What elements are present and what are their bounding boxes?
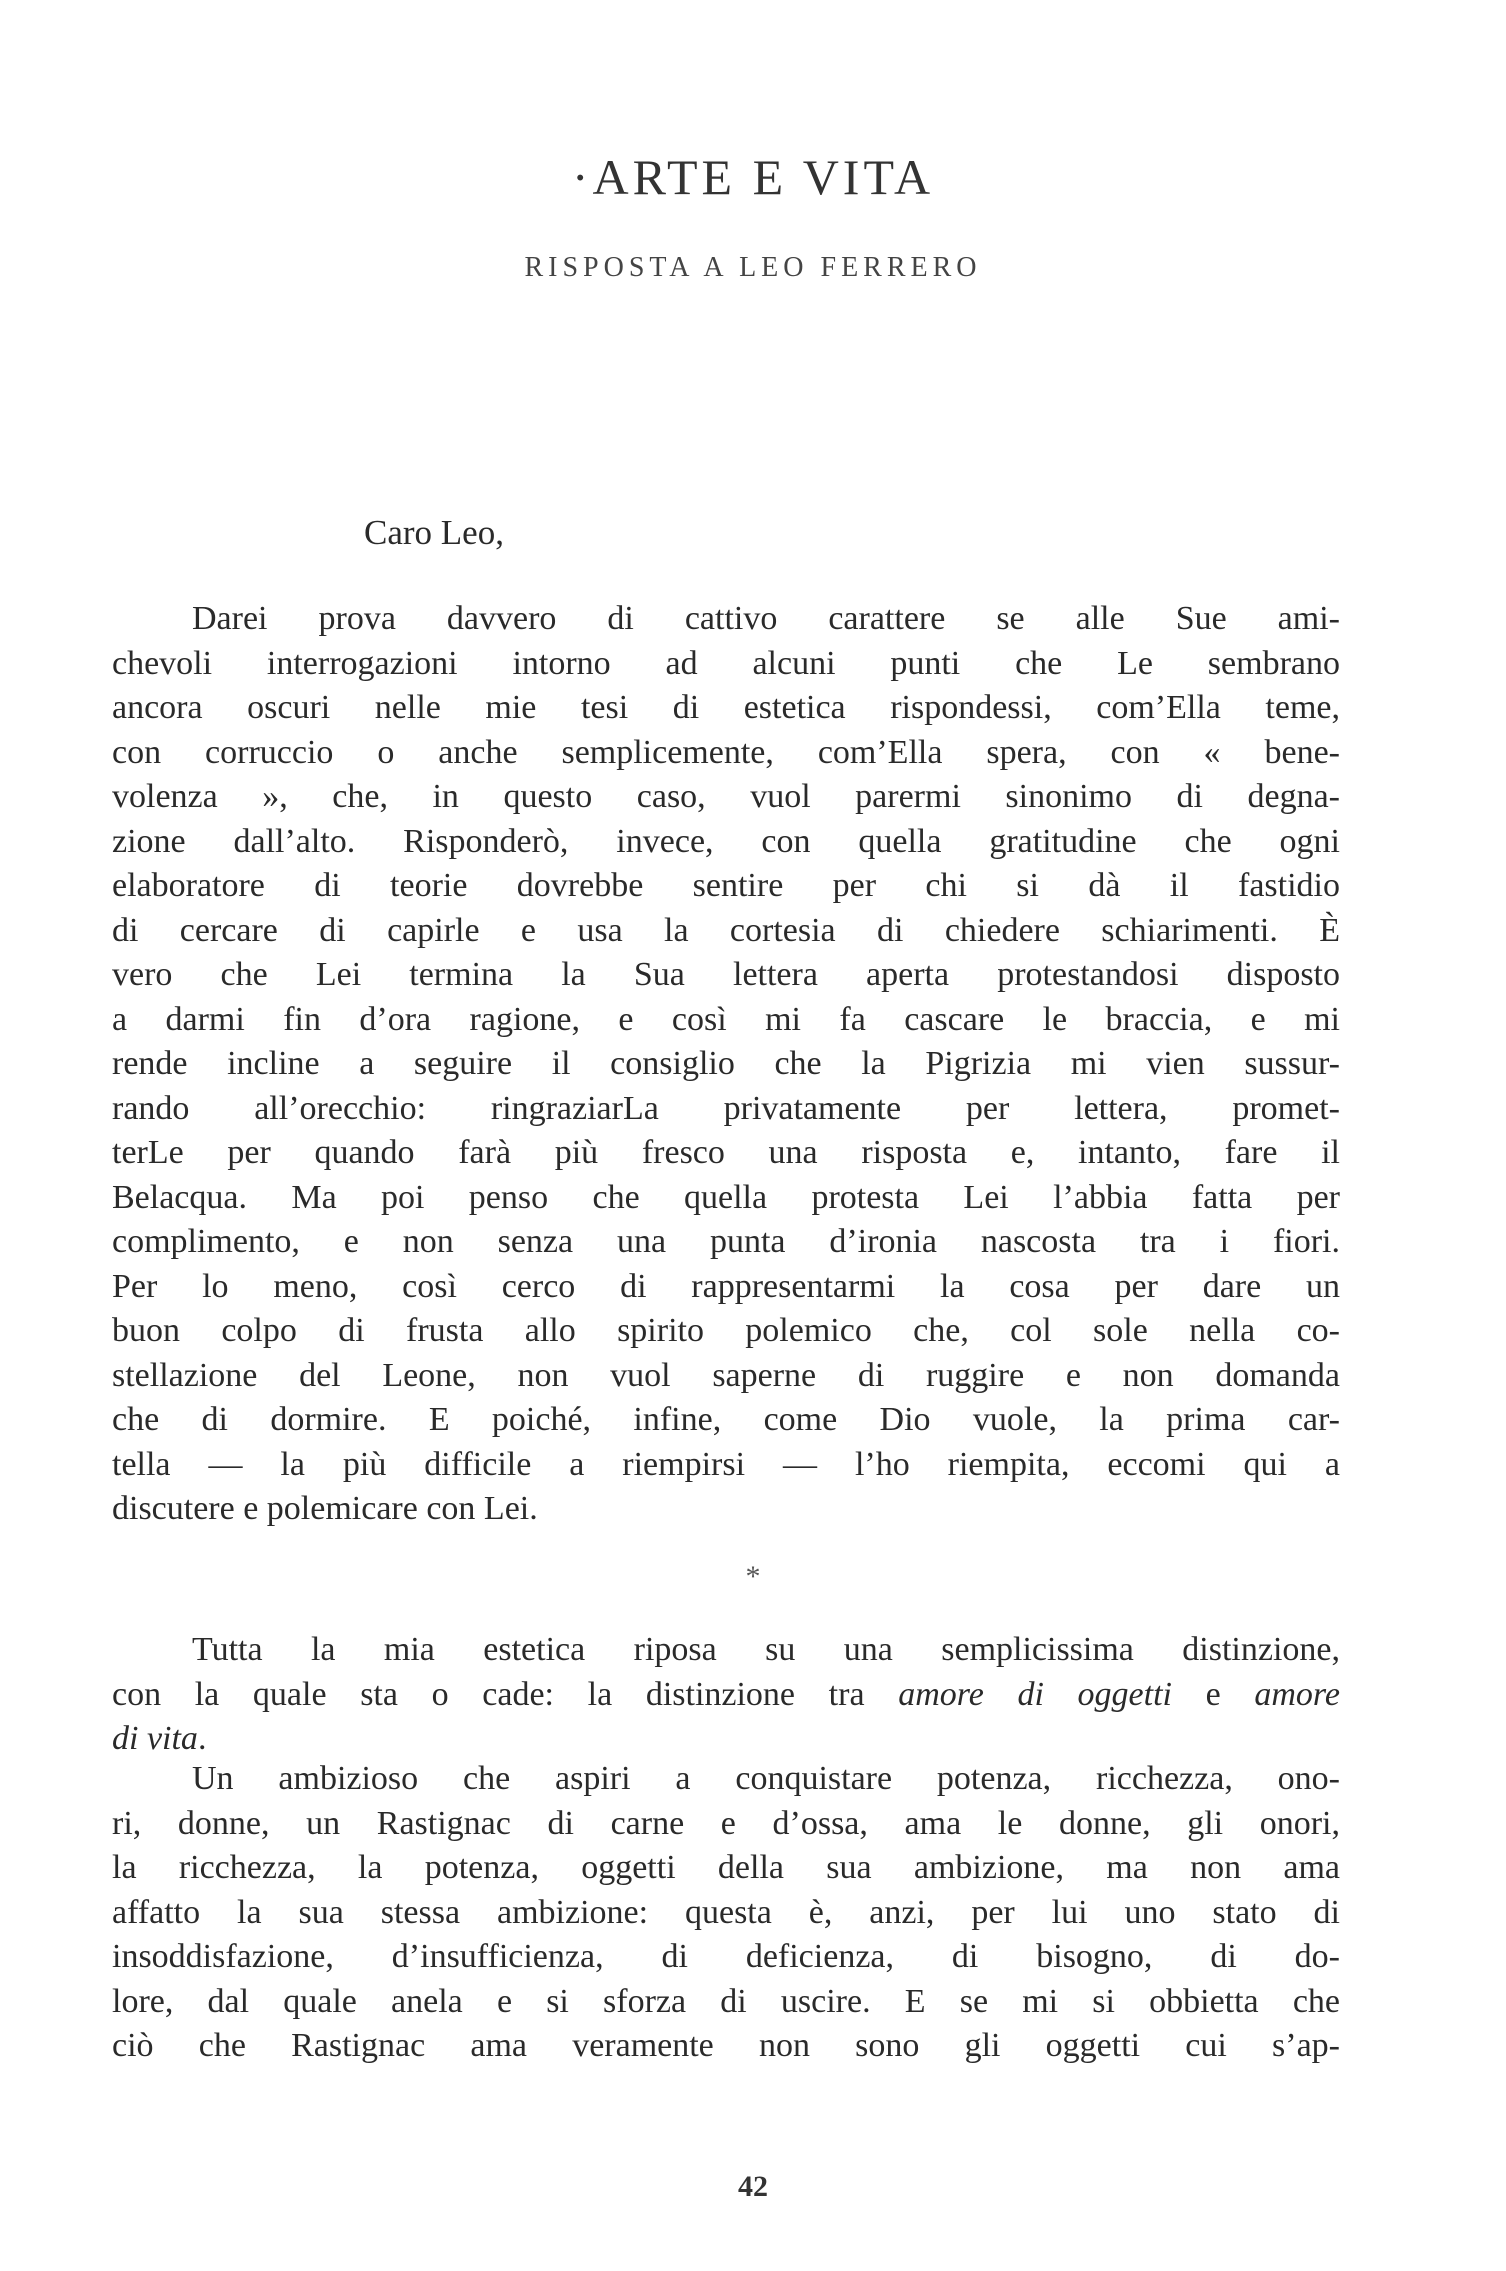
text-line: chevoli interrogazioni intorno ad alcuni punti che Le sembrano bbox=[112, 644, 1340, 682]
text-line bbox=[112, 1717, 1340, 1762]
text-line: Per lo meno, così cerco di rappresentarmi la cosa per dare un bbox=[112, 1267, 1340, 1305]
italic-term: di vita bbox=[112, 1720, 198, 1757]
text-line: stellazione del Leone, non vuol saperne di ruggire e non domanda bbox=[112, 1356, 1340, 1394]
text-line: insoddisfazione, d’insufficienza, di deficienza, di bisogno, di do- bbox=[112, 1938, 1340, 1975]
page-subtitle: RISPOSTA A LEO FERRERO bbox=[524, 252, 982, 283]
text-run: . bbox=[197, 1720, 207, 1757]
text-line: di cercare di capirle e usa la cortesia di chiedere schiarimenti. È bbox=[112, 911, 1340, 949]
text-line: con corruccio o anche semplicemente, com’Ella spera, con « bene- bbox=[112, 733, 1340, 771]
text-line: terLe per quando farà più fresco una risposta e, intanto, fare il bbox=[112, 1134, 1340, 1171]
text-line: a darmi fin d’ora ragione, e così mi fa cascare le braccia, e mi bbox=[112, 1000, 1340, 1038]
text-run: e bbox=[1171, 1675, 1255, 1713]
text-line: discutere e polemicare con Lei. bbox=[112, 1490, 538, 1527]
text-line: volenza », che, in questo caso, vuol parermi sinonimo di degna- bbox=[112, 778, 1340, 815]
text-line: vero che Lei termina la Sua lettera aperta protestandosi disposto bbox=[112, 956, 1340, 993]
text-line: complimento, e non senza una punta d’ironia nascosta tra i fiori. bbox=[112, 1223, 1340, 1260]
page-title: ·ARTE E VITA bbox=[571, 149, 935, 205]
text-line bbox=[112, 1673, 1340, 1718]
text-line: rando all’orecchio: ringraziarLa privatamente per lettera, promet- bbox=[112, 1089, 1340, 1127]
paragraph-3 bbox=[112, 1757, 1340, 2069]
text-line: affatto la sua stessa ambizione: questa è, anzi, per lui uno stato di bbox=[112, 1893, 1340, 1931]
text-line: Darei prova davvero di cattivo carattere se alle Sue ami- bbox=[192, 600, 1340, 637]
text-line: zione dall’alto. Risponderò, invece, con quella gratitudine che ogni bbox=[112, 822, 1340, 860]
text-line: ciò che Rastignac ama veramente non sono gli oggetti cui s’ap- bbox=[112, 2027, 1340, 2064]
page-number: 42 bbox=[738, 2170, 768, 2203]
text-line: la ricchezza, la potenza, oggetti della sua ambizione, ma non ama bbox=[112, 1849, 1340, 1886]
text-run: con la quale sta o cade: la distinzione tra bbox=[112, 1675, 899, 1713]
text-line: che di dormire. E poiché, infine, come Dio vuole, la prima car- bbox=[112, 1401, 1340, 1438]
text-line: tella — la più difficile a riempirsi — l’ho riempita, eccomi qui a bbox=[112, 1445, 1340, 1483]
text-line: lore, dal quale anela e si sforza di uscire. E se mi si obbietta che bbox=[112, 1982, 1340, 2020]
text-line: Belacqua. Ma poi penso che quella protesta Lei l’abbia fatta per bbox=[112, 1178, 1340, 1216]
italic-term: amore di oggetti bbox=[898, 1675, 1172, 1713]
text-line: ancora oscuri nelle mie tesi di estetica rispondessi, com’Ella teme, bbox=[112, 689, 1340, 726]
text-line: elaboratore di teorie dovrebbe sentire per chi si dà il fastidio bbox=[112, 867, 1340, 904]
paragraph-1 bbox=[112, 597, 1340, 1532]
salutation: Caro Leo, bbox=[364, 513, 504, 552]
paragraph-2 bbox=[112, 1628, 1340, 1762]
text-line: buon colpo di frusta allo spirito polemico che, col sole nella co- bbox=[112, 1312, 1340, 1349]
section-separator: * bbox=[745, 1560, 761, 1593]
text-line: Un ambizioso che aspiri a conquistare potenza, ricchezza, ono- bbox=[192, 1760, 1340, 1797]
text-line: Tutta la mia estetica riposa su una semplicissima distinzione, bbox=[192, 1631, 1340, 1668]
text-line: ri, donne, un Rastignac di carne e d’ossa, ama le donne, gli onori, bbox=[112, 1804, 1340, 1842]
italic-term: amore bbox=[1254, 1675, 1340, 1713]
text-line: rende incline a seguire il consiglio che la Pigrizia mi vien sussur- bbox=[112, 1045, 1340, 1082]
